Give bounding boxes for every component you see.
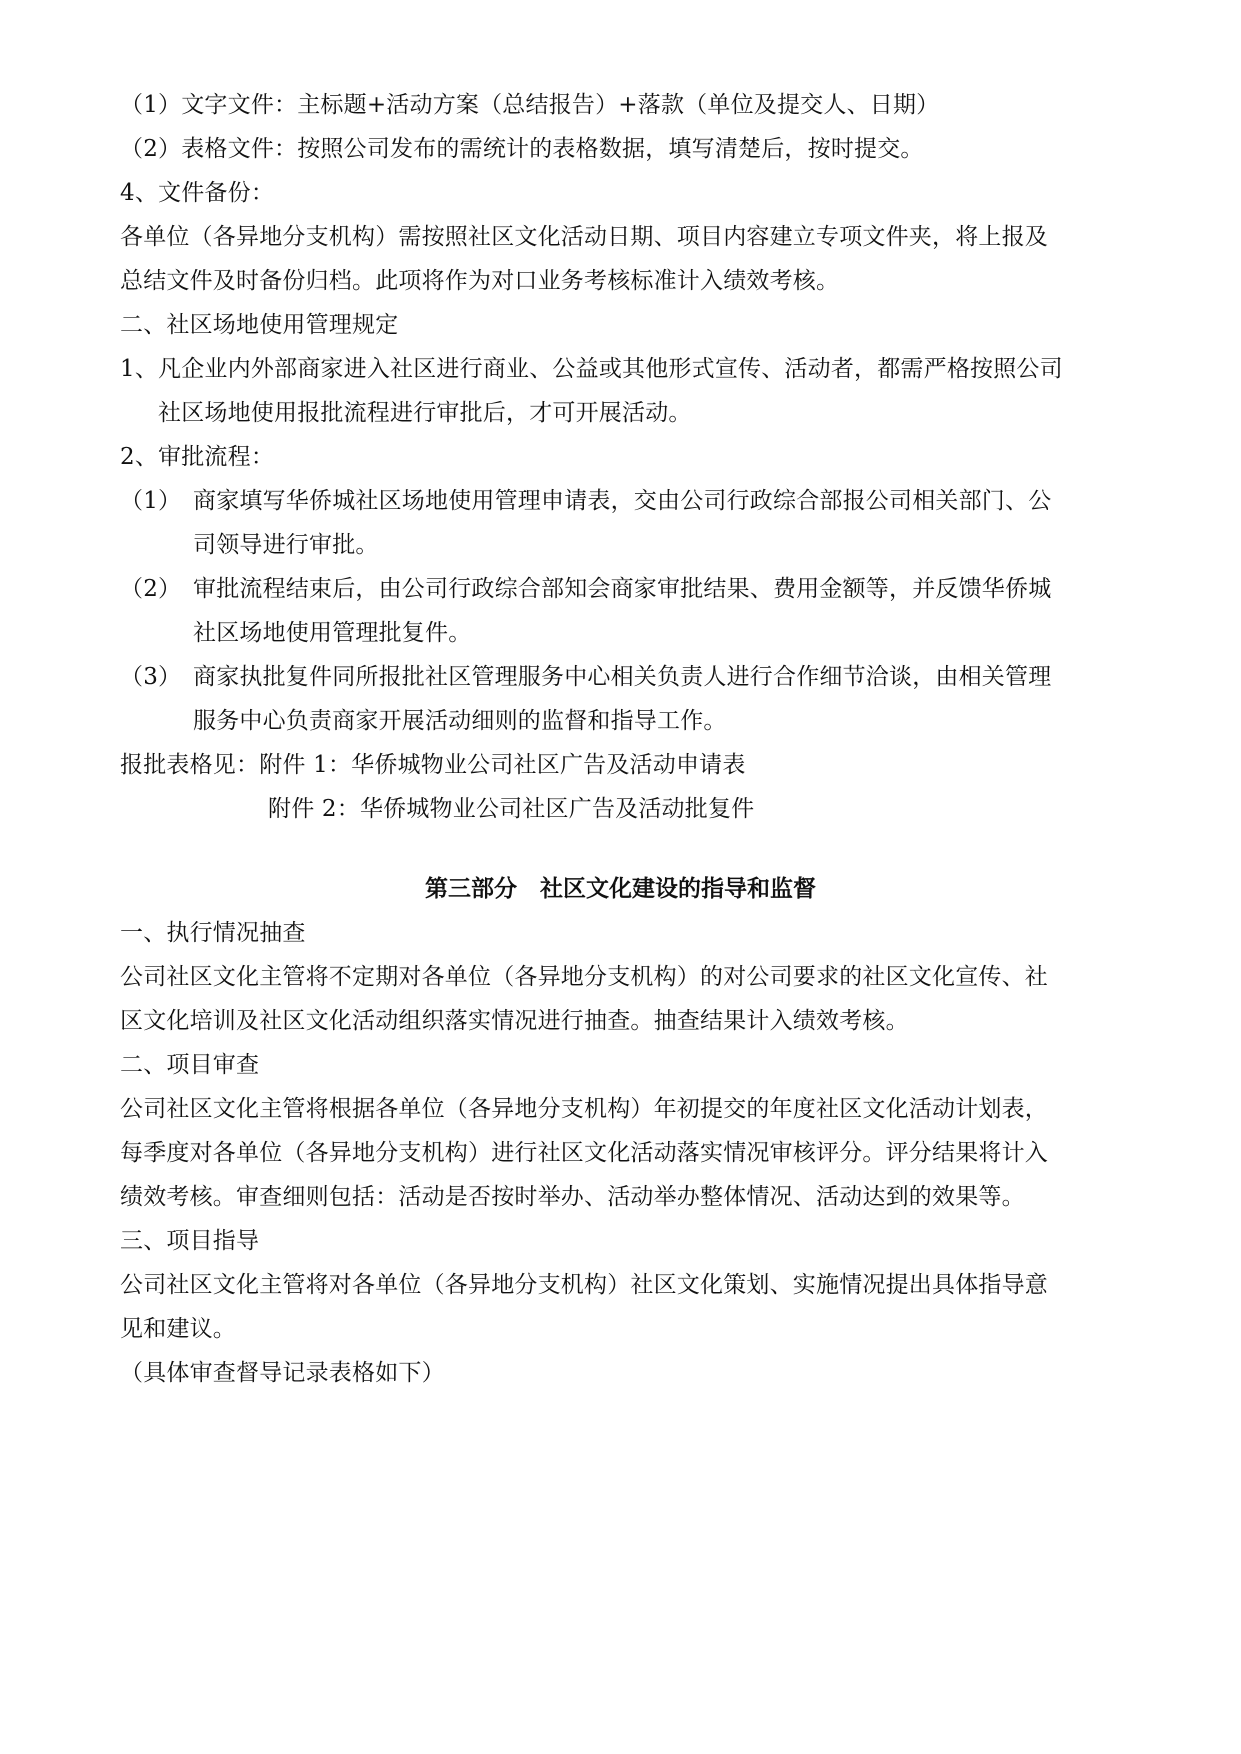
paragraph-line: 公司社区文化主管将根据各单位（各异地分支机构）年初提交的年度社区文化活动计划表， xyxy=(120,1096,1048,1122)
attachment-line: 报批表格见：附件 1：华侨城物业公司社区广告及活动申请表 xyxy=(120,752,746,778)
paragraph-line: 每季度对各单位（各异地分支机构）进行社区文化活动落实情况审核评分。评分结果将计入 xyxy=(120,1140,1048,1166)
attachment-line: 附件 2：华侨城物业公司社区广告及活动批复件 xyxy=(268,796,755,822)
text-line: （1）文字文件：主标题+活动方案（总结报告）+落款（单位及提交人、日期） xyxy=(120,92,940,118)
part-heading: 第三部分 社区文化建设的指导和监督 xyxy=(425,875,816,902)
list-item-continuation: 服务中心负责商家开展活动细则的监督和指导工作。 xyxy=(193,708,727,734)
text-line: （2）表格文件：按照公司发布的需统计的表格数据，填写清楚后，按时提交。 xyxy=(120,136,924,162)
paragraph-line: 公司社区文化主管将不定期对各单位（各异地分支机构）的对公司要求的社区文化宣传、社 xyxy=(120,964,1048,990)
paragraph-line: 区文化培训及社区文化活动组织落实情况进行抽查。抽查结果计入绩效考核。 xyxy=(120,1008,909,1034)
list-item-continuation: 社区场地使用报批流程进行审批后，才可开展活动。 xyxy=(158,400,692,426)
paragraph-line: 公司社区文化主管将对各单位（各异地分支机构）社区文化策划、实施情况提出具体指导意 xyxy=(120,1272,1048,1298)
section-heading: 二、社区场地使用管理规定 xyxy=(120,312,399,338)
paragraph-line: 总结文件及时备份归档。此项将作为对口业务考核标准计入绩效考核。 xyxy=(120,268,840,294)
paragraph-line: 各单位（各异地分支机构）需按照社区文化活动日期、项目内容建立专项文件夹，将上报及 xyxy=(120,224,1048,250)
paragraph-line: 见和建议。 xyxy=(120,1316,236,1342)
section-heading: 二、项目审查 xyxy=(120,1052,260,1078)
paragraph-line: 绩效考核。审查细则包括：活动是否按时举办、活动举办整体情况、活动达到的效果等。 xyxy=(120,1184,1025,1210)
list-item-line: 商家填写华侨城社区场地使用管理申请表，交由公司行政综合部报公司相关部门、公 xyxy=(193,488,1052,514)
list-item-number: （3） xyxy=(120,664,182,690)
list-item-number: （2） xyxy=(120,576,182,602)
text-line: 2、审批流程： xyxy=(120,444,275,470)
list-item-line: 审批流程结束后，由公司行政综合部知会商家审批结果、费用金额等，并反馈华侨城 xyxy=(193,576,1052,602)
list-item-line: 1、凡企业内外部商家进入社区进行商业、公益或其他形式宣传、活动者，都需严格按照公司 xyxy=(120,356,1063,382)
section-heading: 一、执行情况抽查 xyxy=(120,920,306,946)
section-heading: 三、项目指导 xyxy=(120,1228,260,1254)
list-item-line: 商家执批复件同所报批社区管理服务中心相关负责人进行合作细节洽谈，由相关管理 xyxy=(193,664,1052,690)
list-item-continuation: 社区场地使用管理批复件。 xyxy=(193,620,472,646)
list-item-number: （1） xyxy=(120,488,182,514)
text-line: 4、文件备份： xyxy=(120,180,275,206)
note-line: （具体审查督导记录表格如下） xyxy=(120,1360,445,1386)
list-item-continuation: 司领导进行审批。 xyxy=(193,532,379,558)
